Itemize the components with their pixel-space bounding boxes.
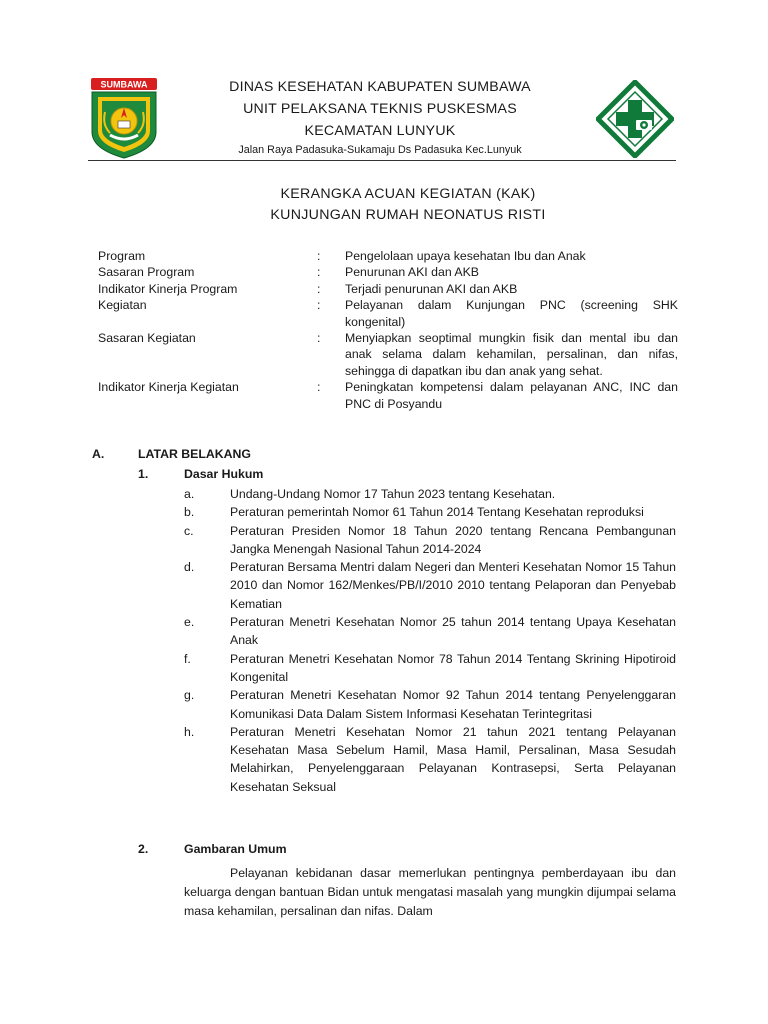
list-marker: h.	[184, 724, 195, 739]
info-value: Peningkatan kompetensi dalam pelayanan ANC, INC dan PNC di Posyandu	[345, 380, 678, 411]
info-row	[98, 330, 678, 379]
info-label: Sasaran Kegiatan	[98, 331, 196, 346]
list-marker: b.	[184, 505, 195, 520]
list-text: Peraturan Menetri Kesehatan Nomor 92 Tahun 2014 tentang Penyelenggaran Komunikasi Data Dalam Sistem Informasi Kesehatan Terintegritasi	[230, 688, 676, 721]
info-colon: :	[317, 331, 321, 346]
subsection-number: 2.	[138, 842, 149, 856]
subsection-number: 1.	[138, 467, 149, 481]
header-district-name: KECAMATAN LUNYUK	[304, 123, 456, 139]
puskesmas-logo	[596, 80, 674, 158]
list-item	[184, 485, 676, 503]
info-row	[98, 297, 678, 330]
header-unit-name: UNIT PELAKSANA TEKNIS PUSKESMAS	[243, 101, 517, 117]
section-heading: LATAR BELAKANG	[138, 447, 251, 461]
list-item	[184, 723, 676, 796]
info-colon: :	[317, 380, 321, 395]
list-item	[184, 613, 676, 650]
svg-text:SUMBAWA: SUMBAWA	[100, 79, 148, 90]
info-value: Menyiapkan seoptimal mungkin fisik dan mental ibu dan anak selama dalam kehamilan, persalinan, dan nifas, sehingga di dapatkan ibu dan anak yang sehat.	[345, 331, 678, 378]
document-subtitle: KUNJUNGAN RUMAH NEONATUS RISTI	[270, 207, 546, 223]
info-label: Kegiatan	[98, 298, 147, 313]
info-label: Indikator Kinerja Program	[98, 281, 238, 296]
list-marker: e.	[184, 615, 195, 630]
info-label: Program	[98, 249, 146, 263]
info-colon: :	[317, 298, 321, 313]
legal-basis-list	[184, 485, 676, 796]
list-text: Peraturan Bersama Mentri dalam Negeri dan Menteri Kesehatan Nomor 15 Tahun 2010 dan Nomor 162/Menkes/PB/I/2010 2010 tentang Pelaporan dan Penyebab Kematian	[230, 560, 676, 611]
list-item	[184, 650, 676, 687]
header-agency-name: DINAS KESEHATAN KABUPATEN SUMBAWA	[229, 79, 531, 95]
info-value: Terjadi penurunan AKI dan AKB	[345, 281, 518, 296]
list-text: Peraturan Menetri Kesehatan Nomor 25 tahun 2014 tentang Upaya Kesehatan Anak	[230, 615, 676, 648]
list-marker: f.	[184, 651, 191, 666]
list-text: Peraturan Menetri Kesehatan Nomor 78 Tahun 2014 Tentang Skrining Hipotiroid Kongenital	[230, 651, 676, 684]
info-row	[98, 248, 678, 264]
list-text: Peraturan Menetri Kesehatan Nomor 21 tahun 2021 tentang Pelayanan Kesehatan Masa Sebelum Hamil, Masa Hamil, Persalinan, Masa Sesudah Melahirkan, Penyelenggaraan Pelayanan Kontrasepsi, Serta Pelayanan Kesehatan Seksual	[230, 724, 676, 794]
info-row	[98, 281, 678, 297]
list-text: Undang-Undang Nomor 17 Tahun 2023 tentang Kesehatan.	[230, 487, 556, 501]
info-label: Sasaran Program	[98, 265, 195, 280]
list-item	[184, 686, 676, 723]
list-item	[184, 503, 676, 521]
info-value: Pengelolaan upaya kesehatan Ibu dan Anak	[345, 249, 586, 263]
list-marker: c.	[184, 523, 194, 538]
header-address: Jalan Raya Padasuka-Sukamaju Ds Padasuka Kec.Lunyuk	[238, 144, 522, 156]
info-colon: :	[317, 281, 321, 296]
list-marker: g.	[184, 688, 195, 703]
list-item	[184, 522, 676, 559]
list-text: Peraturan pemerintah Nomor 61 Tahun 2014 Tentang Kesehatan reproduksi	[230, 505, 644, 520]
list-text: Peraturan Presiden Nomor 18 Tahun 2020 tentang Rencana Pembangunan Jangka Menengah Nasional Tahun 2014-2024	[230, 523, 676, 556]
section-letter: A.	[92, 447, 105, 461]
list-marker: d.	[184, 560, 195, 575]
info-row	[98, 264, 678, 280]
list-item	[184, 558, 676, 613]
subsection-heading: Gambaran Umum	[184, 842, 287, 856]
subsection-heading: Dasar Hukum	[184, 467, 264, 481]
info-value: Penurunan AKI dan AKB	[345, 265, 480, 280]
sumbawa-emblem-logo	[88, 77, 160, 159]
info-value: Pelayanan dalam Kunjungan PNC (screening SHK kongenital)	[345, 298, 678, 329]
info-colon: :	[317, 249, 321, 263]
document-title: KERANGKA ACUAN KEGIATAN (KAK)	[280, 186, 536, 202]
overview-paragraph: Pelayanan kebidanan dasar memerlukan pentingnya pemberdayaan ibu dan keluarga dengan bantuan Bidan untuk mengatasi masalah yang mungkin dijumpai selama masa kehamilan, persalinan dan nifas. Dalam	[184, 866, 676, 918]
info-row	[98, 379, 678, 412]
info-colon: :	[317, 265, 321, 280]
program-info-table	[98, 248, 678, 412]
info-label: Indikator Kinerja Kegiatan	[98, 380, 239, 395]
header-divider	[88, 160, 676, 161]
list-marker: a.	[184, 487, 195, 501]
